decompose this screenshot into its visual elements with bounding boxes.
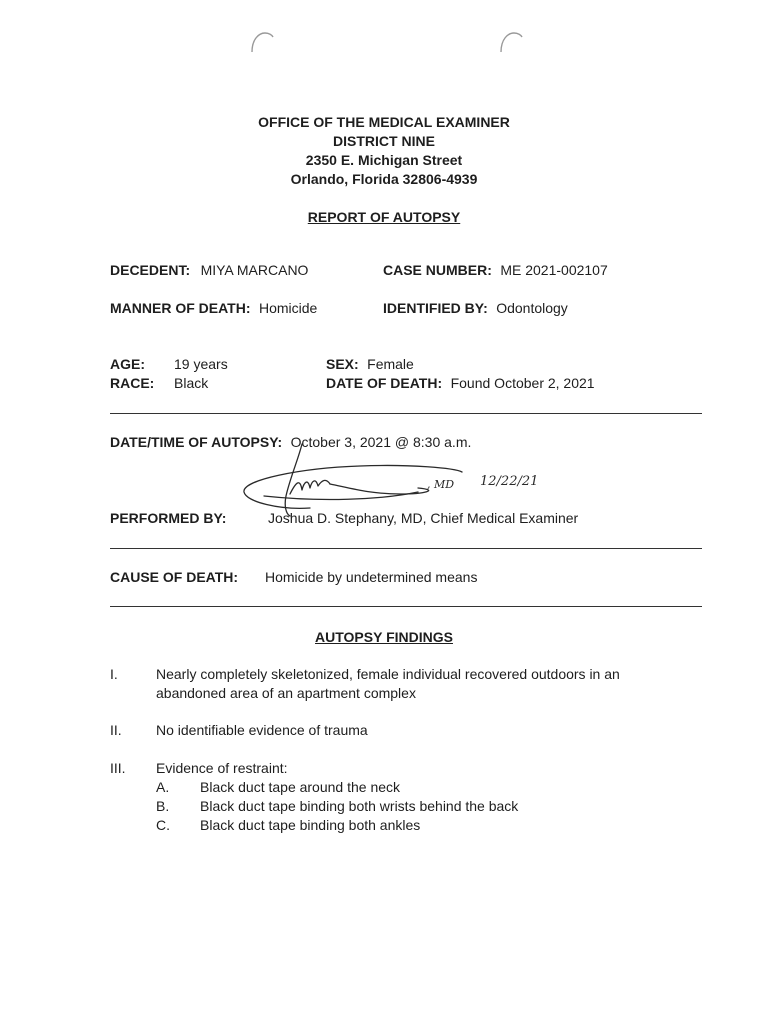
punch-hole-mark-left <box>249 31 275 53</box>
report-title-row <box>0 208 768 227</box>
signature-date: 12/22/21 <box>480 474 539 489</box>
sex-row <box>326 356 414 374</box>
punch-hole-mark-right <box>498 31 524 53</box>
identified-row <box>383 300 568 318</box>
autopsy-datetime-value: October 3, 2021 @ 8:30 a.m. <box>290 434 472 450</box>
manner-value: Homicide <box>258 300 318 316</box>
subfinding-text: Black duct tape binding both wrists behind the back <box>200 798 519 814</box>
findings-title-row <box>0 628 768 647</box>
dod-row <box>326 375 595 393</box>
case-number-label: CASE NUMBER: <box>383 262 492 278</box>
letterhead <box>0 113 768 189</box>
decedent-value: MIYA MARCANO <box>200 262 309 278</box>
divider <box>110 606 702 607</box>
finding-text <box>156 665 620 703</box>
finding-number: I. <box>110 666 118 682</box>
report-title: REPORT OF AUTOPSY <box>307 209 461 225</box>
finding-number: III. <box>110 760 126 776</box>
signature-suffix: , MD <box>427 478 455 491</box>
subfinding-letter: C. <box>156 817 170 833</box>
race-value: Black <box>174 375 209 391</box>
identified-label: IDENTIFIED BY: <box>383 300 488 316</box>
manner-label: MANNER OF DEATH: <box>110 300 251 316</box>
performed-by-value: Joshua D. Stephany, MD, Chief Medical Examiner <box>268 510 579 526</box>
sex-value: Female <box>367 356 414 372</box>
performed-by-label: PERFORMED BY: <box>110 510 227 526</box>
office-name: OFFICE OF THE MEDICAL EXAMINER <box>258 114 510 130</box>
decedent-label: DECEDENT: <box>110 262 191 278</box>
findings-title: AUTOPSY FINDINGS <box>315 629 453 645</box>
finding-text: No identifiable evidence of trauma <box>156 722 368 738</box>
finding-text-line: abandoned area of an apartment complex <box>156 685 416 701</box>
dod-value: Found October 2, 2021 <box>450 375 595 391</box>
city-address: Orlando, Florida 32806-4939 <box>290 171 478 187</box>
sex-label: SEX: <box>326 356 359 372</box>
finding-text: Evidence of restraint: <box>156 760 288 776</box>
case-number-value: ME 2021-002107 <box>500 262 608 278</box>
subfinding-letter: B. <box>156 798 170 814</box>
divider <box>110 413 702 414</box>
divider <box>110 548 702 549</box>
autopsy-datetime-label: DATE/TIME OF AUTOPSY: <box>110 434 283 450</box>
age-value: 19 years <box>174 356 228 372</box>
decedent-row <box>110 262 308 280</box>
cause-value: Homicide by undetermined means <box>265 569 478 585</box>
subfinding-text: Black duct tape around the neck <box>200 779 401 795</box>
race-label: RACE: <box>110 375 155 391</box>
dod-label: DATE OF DEATH: <box>326 375 443 391</box>
cause-label: CAUSE OF DEATH: <box>110 569 239 585</box>
finding-text-line: Nearly completely skeletonized, female individual recovered outdoors in an <box>156 666 620 682</box>
age-label: AGE: <box>110 356 145 372</box>
case-number-row <box>383 262 608 280</box>
district-name: DISTRICT NINE <box>333 133 435 149</box>
subfinding-text: Black duct tape binding both ankles <box>200 817 421 833</box>
manner-row <box>110 300 317 318</box>
subfinding-letter: A. <box>156 779 170 795</box>
finding-number: II. <box>110 722 122 738</box>
street-address: 2350 E. Michigan Street <box>305 152 463 168</box>
identified-value: Odontology <box>496 300 568 316</box>
